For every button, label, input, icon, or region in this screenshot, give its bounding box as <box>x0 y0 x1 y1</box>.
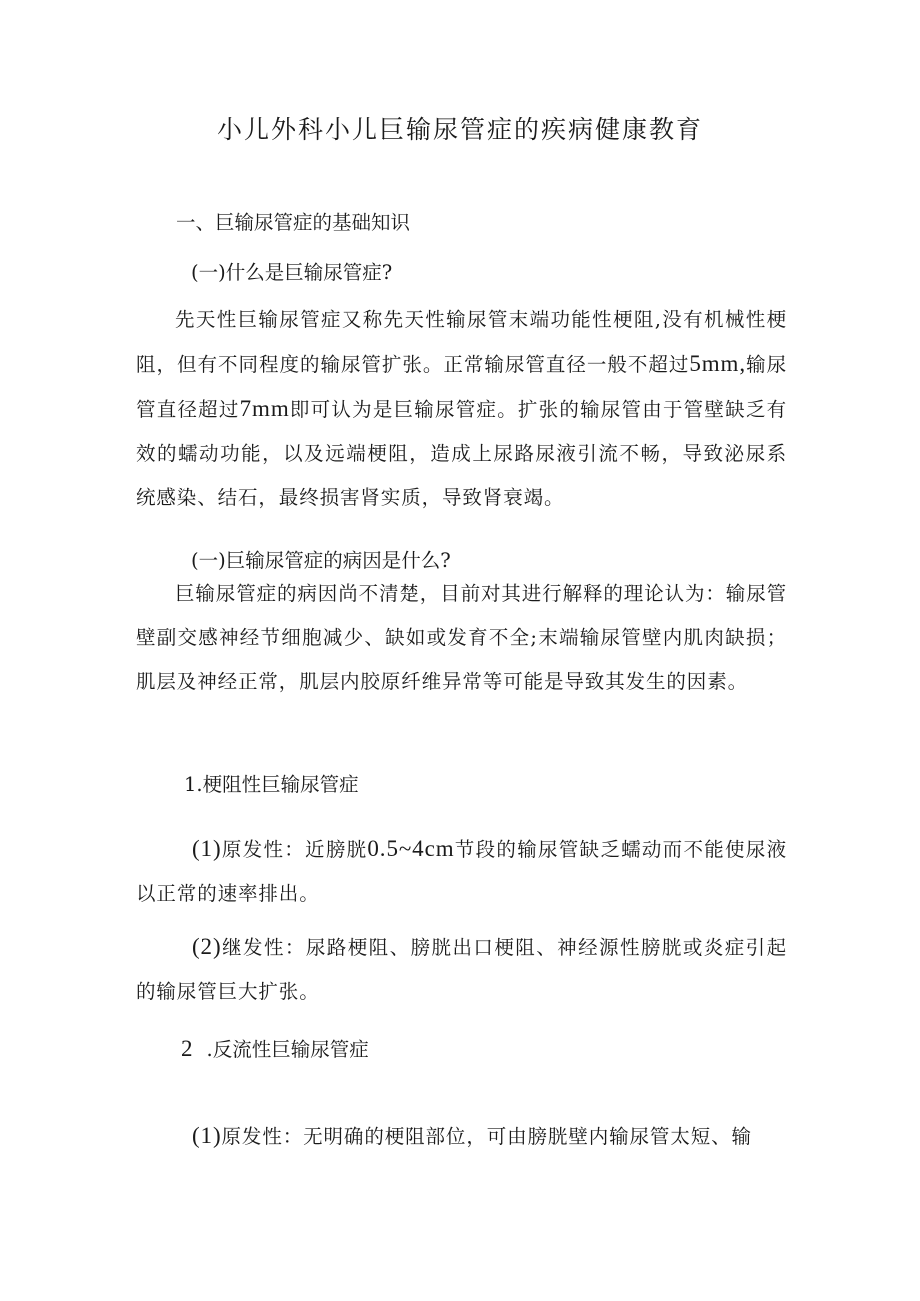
type-heading-obstructive: 1.梗阻性巨输尿管症 <box>184 773 359 796</box>
question-heading-cause: (一)巨输尿管症的病因是什么? <box>191 549 451 572</box>
type-number: 2 <box>181 1036 193 1061</box>
definition-text-a: 先天性巨输尿管症又称先天性输尿管末端功能性梗阻,没有机械性梗阻，但有不同程度的输尿管扩张。正常输尿管直径一般不超过 <box>136 308 787 376</box>
paragraph-obstructive-secondary <box>136 925 787 1014</box>
type-heading-reflux-text: .反流性巨输尿管症 <box>206 1038 369 1061</box>
paragraph-definition <box>136 298 787 520</box>
item-number: (1) <box>192 836 222 861</box>
item-number: (2) <box>192 934 222 959</box>
obstructive-primary-text-a: 原发性：近膀胱 <box>221 838 368 861</box>
paragraph-obstructive-primary <box>136 827 787 916</box>
obstructive-primary-text-b: 节段的输尿管缺乏蠕动而不能使尿液以正常的速率排出。 <box>136 838 787 905</box>
definition-text-b: 输尿管直径超过 <box>136 353 787 421</box>
reflux-primary-text: 原发性：无明确的梗阻部位，可由膀胱壁内输尿管太短、输 <box>221 1125 752 1148</box>
type-heading-reflux <box>181 1034 369 1065</box>
question-heading-what-is: (一)什么是巨输尿管症? <box>191 261 393 284</box>
paragraph-reflux-primary <box>136 1114 787 1159</box>
section-heading-basics: 一、巨输尿管症的基础知识 <box>176 211 411 234</box>
definition-threshold-diameter: 7mm <box>239 396 290 421</box>
document-title: 小儿外科小儿巨输尿管症的疾病健康教育 <box>216 115 703 144</box>
obstructive-primary-range: 0.5~4cm <box>367 836 455 861</box>
obstructive-secondary-text: 继发性：尿路梗阻、膀胱出口梗阻、神经源性膀胱或炎症引起的输尿管巨大扩张。 <box>136 936 787 1003</box>
definition-text-c: 即可认为是巨输尿管症。扩张的输尿管由于管壁缺乏有效的蠕动功能，以及远端梗阻，造成上尿路尿液引流不畅，导致泌尿系统感染、结石，最终损害肾实质，导致肾衰竭。 <box>136 398 787 509</box>
paragraph-cause: 巨输尿管症的病因尚不清楚，目前对其进行解释的理论认为：输尿管壁副交感神经节细胞减少、缺如或发育不全;末端输尿管壁内肌肉缺损；肌层及神经正常，肌层内胶原纤维异常等可能是导致其发生的因素。 <box>136 582 788 693</box>
item-number: (1) <box>192 1123 222 1148</box>
definition-normal-diameter: 5mm, <box>689 351 746 376</box>
